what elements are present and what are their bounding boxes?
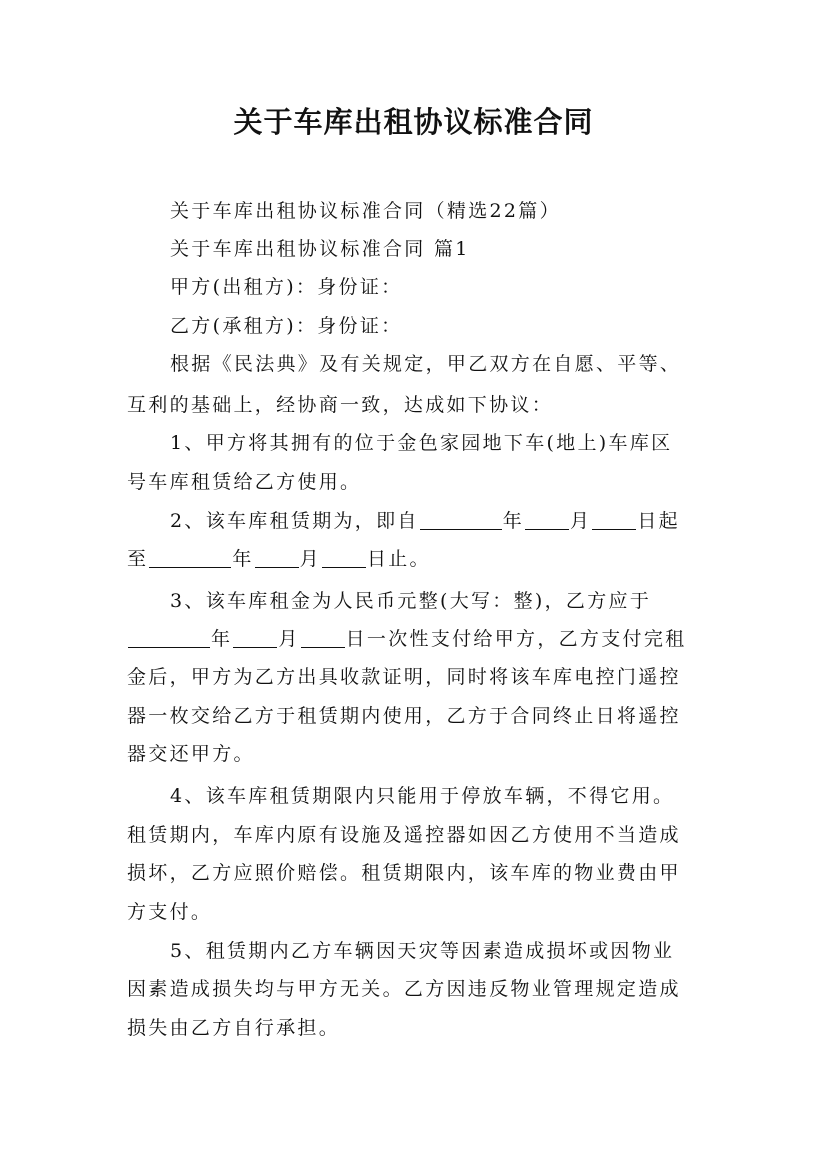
clause-text: 日一次性支付给甲方，乙方支付完租 [345, 628, 687, 650]
clause-text: 年 [211, 628, 233, 650]
clause-text: 2、该车库租赁期为，即自 [170, 510, 419, 532]
clause-text: 月 [299, 548, 321, 570]
fill-in-blank [301, 627, 345, 648]
clause-line [127, 624, 717, 654]
fill-in-blank [233, 627, 277, 648]
clause-line: 金后，甲方为乙方出具收款证明，同时将该车库电控门遥控 [127, 666, 681, 688]
fill-in-blank [322, 547, 366, 568]
party-b-line: 乙方(承租方)：身份证： [170, 315, 403, 337]
clause-line: 损坏，乙方应照价赔偿。租赁期限内，该车库的物业费由甲 [127, 862, 681, 884]
subtitle-line: 关于车库出租协议标准合同（精选22篇） [170, 200, 561, 222]
clause-line: 器一枚交给乙方于租赁期内使用，乙方于合同终止日将遥控 [127, 705, 681, 727]
clause-line: 3、该车库租金为人民币元整(大写：整)，乙方应于 [170, 590, 652, 612]
clause-line: 器交还甲方。 [127, 743, 255, 765]
fill-in-blank [420, 509, 502, 530]
clause-text: 年 [232, 548, 254, 570]
document-title: 关于车库出租协议标准合同 [233, 105, 594, 139]
clause-text: 月 [570, 510, 592, 532]
clause-line: 方支付。 [127, 901, 213, 923]
fill-in-blank [128, 627, 210, 648]
clause-text: 日止。 [366, 548, 431, 570]
clause-line: 1、甲方将其拥有的位于金色家园地下车(地上)车库区 [170, 432, 673, 454]
fill-in-blank [255, 547, 299, 568]
clause-line [170, 506, 717, 536]
fill-in-blank [525, 509, 569, 530]
clause-line [127, 544, 717, 574]
fill-in-blank [149, 547, 231, 568]
clause-text: 日起 [637, 510, 680, 532]
clause-text: 至 [127, 548, 149, 570]
clause-line: 租赁期内，车库内原有设施及遥控器如因乙方使用不当造成 [127, 824, 681, 846]
clause-text: 年 [502, 510, 525, 532]
clause-line: 损失由乙方自行承担。 [127, 1017, 341, 1039]
clause-line: 号车库租赁给乙方使用。 [127, 471, 362, 493]
clause-text: 月 [278, 628, 300, 650]
preamble-line: 根据《民法典》及有关规定，甲乙双方在自愿、平等、 [170, 353, 682, 375]
clause-line: 4、该车库租赁期限内只能用于停放车辆，不得它用。 [170, 785, 675, 807]
preamble-line: 互利的基础上，经协商一致，达成如下协议： [127, 394, 554, 416]
fill-in-blank [592, 509, 636, 530]
clause-line: 因素造成损失均与甲方无关。乙方因违反物业管理规定造成 [127, 978, 681, 1000]
section-heading: 关于车库出租协议标准合同 篇1 [170, 238, 470, 260]
clause-line: 5、租赁期内乙方车辆因天灾等因素造成损坏或因物业 [170, 940, 675, 962]
party-a-line: 甲方(出租方)：身份证： [170, 276, 403, 298]
